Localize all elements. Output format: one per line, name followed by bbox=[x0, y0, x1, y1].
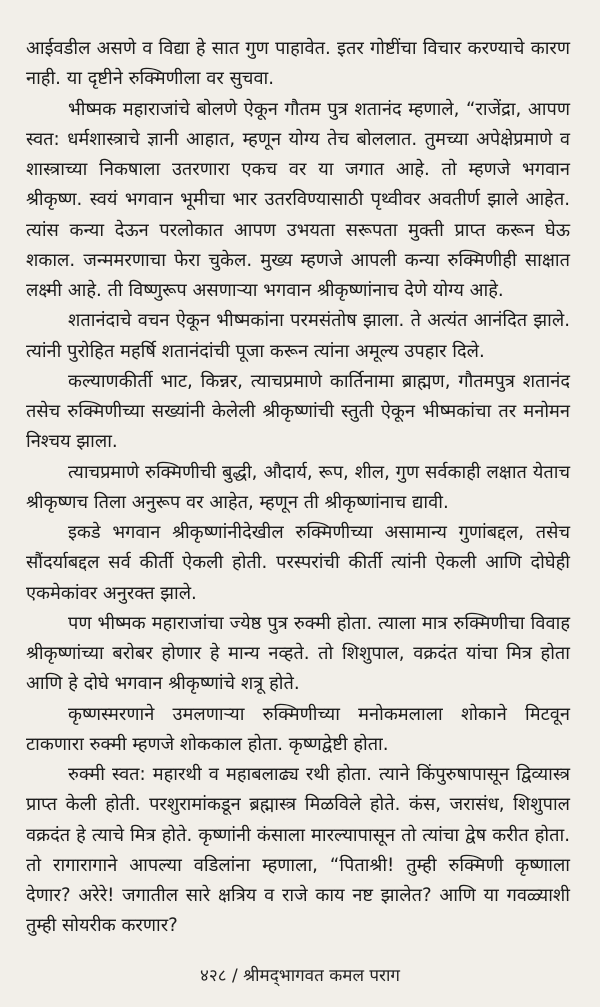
paragraph-4: कल्याणकीर्ती भाट, किन्नर, त्याचप्रमाणे कार्तिनामा ब्राह्मण, गौतमपुत्र शतानंद तसेच रुक्मिणीच्या सख्यांनी केलेली श्रीकृष्णांची स्तुती ऐकून भीष्मकांचा तर मनोमन निश्चय झाला. bbox=[26, 370, 570, 453]
paragraph-1: आईवडील असणे व विद्या हे सात गुण पाहावेत. इतर गोष्टींचा विचार करण्याचे कारण नाही. या दृष्टीने रुक्मिणीला वर सुचवा. bbox=[26, 38, 570, 90]
page-number: ४२८ bbox=[200, 966, 227, 986]
paragraph-9: रुक्मी स्वत: महारथी व महाबलाढ्य रथी होता. त्याने किंपुरुषापासून द्विव्यास्त्र प्राप्त केली होती. परशुरामांकडून ब्रह्मास्त्र मिळविले होते. कंस, जरासंध, शिशुपाल वक्रदंत हे त्याचे मित्र होते. कृष्णांनी कंसाला मारल्यापासून तो त्यांचा द्वेष करीत होता. तो रागारागाने आपल्या वडिलांना म्हणाला, “पिताश्री! तुम्ही रुक्मिणी कृष्णाला देणार? अरेरे! जगातील सारे क्षत्रिय व राजे काय नष्ट झालेत? आणि या गवळ्याशी तुम्ही सोयरीक करणार? bbox=[26, 764, 570, 937]
page-footer bbox=[0, 963, 600, 986]
paragraph-6: इकडे भगवान श्रीकृष्णांनीदेखील रुक्मिणीच्या असामान्य गुणांबद्दल, तसेच सौंदर्याबद्दल सर्व कीर्ती ऐकली होती. परस्परांची कीर्ती त्यांनी ऐकली आणि दोघेही एकमेकांवर अनुरक्त झाले. bbox=[26, 522, 570, 604]
body-text bbox=[26, 34, 570, 942]
footer-separator: / bbox=[226, 966, 244, 986]
paragraph-7: पण भीष्मक महाराजांचा ज्येष्ठ पुत्र रुक्मी होता. त्याला मात्र रुक्मिणीचा विवाह श्रीकृष्णांच्या बरोबर होणार हे मान्य नव्हते. तो शिशुपाल, वक्रदंत यांचा मित्र होता आणि हे दोघे भगवान श्रीकृष्णांचे शत्रू होते. bbox=[26, 612, 570, 695]
book-title: श्रीमद्‌भागवत कमल पराग bbox=[243, 966, 400, 986]
paragraph-8: कृष्णस्मरणाने उमलणाऱ्या रुक्मिणीच्या मनोकमलाला शोकाने मिटवून टाकणारा रुक्मी म्हणजे शोककाल होता. कृष्णद्वेष्टी होता. bbox=[26, 703, 570, 755]
paragraph-2: भीष्मक महाराजांचे बोलणे ऐकून गौतम पुत्र शतानंद म्हणाले, “राजेंद्रा, आपण स्वत: धर्मशास्त्राचे ज्ञानी आहात, म्हणून योग्य तेच बोललात. तुमच्या अपेक्षेप्रमाणे व शास्त्राच्या निकषाला उतरणारा एकच वर या जगात आहे. तो म्हणजे भगवान श्रीकृष्ण. स्वयं भगवान भूमीचा भार उतरविण्यासाठी पृथ्वीवर अवतीर्ण झाले आहेत. त्यांस कन्या देऊन परलोकात आपण उभयता सरूपता मुक्ती प्राप्त करून घेऊ शकाल. जन्ममरणाचा फेरा चुकेल. मुख्य म्हणजे आपली कन्या रुक्मिणीही साक्षात लक्ष्मी आहे. ती विष्णुरूप असणाऱ्या भगवान श्रीकृष्णांनाच देणे योग्य आहे. bbox=[26, 98, 570, 301]
paragraph-3: शतानंदाचे वचन ऐकून भीष्मकांना परमसंतोष झाला. ते अत्यंत आनंदित झाले. त्यांनी पुरोहित महर्षि शतानंदांची पूजा करून त्यांना अमूल्य उपहार दिले. bbox=[26, 310, 570, 362]
paragraph-5: त्याचप्रमाणे रुक्मिणीची बुद्धी, औदार्य, रूप, शील, गुण सर्वकाही लक्षात येताच श्रीकृष्णच तिला अनुरूप वर आहेत, म्हणून ती श्रीकृष्णांनाच द्यावी. bbox=[26, 461, 570, 513]
